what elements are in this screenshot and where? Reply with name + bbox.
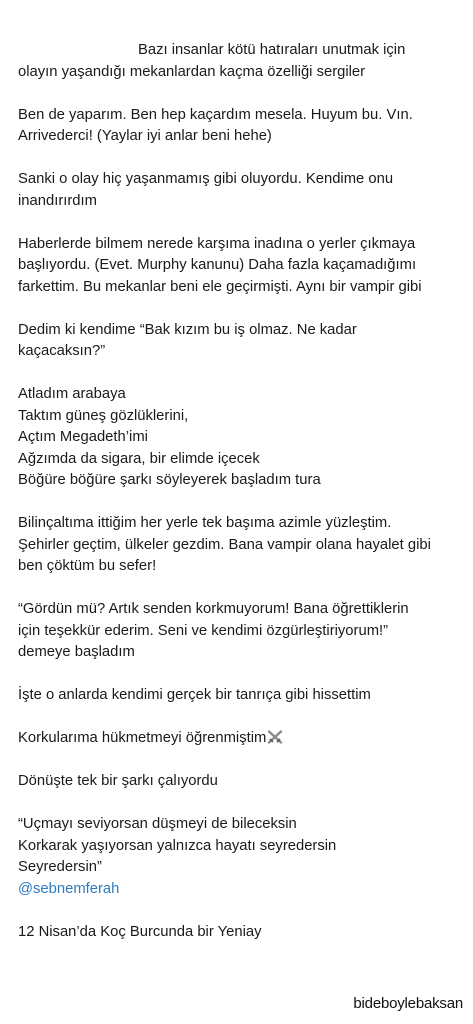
closing-line: 12 Nisan’da Koç Burcunda bir Yeniay (18, 923, 262, 940)
mention-line (18, 879, 458, 901)
paragraph: Dedim ki kendime “Bak kızım bu iş olmaz. Ne kadar kaçacaksın?” (18, 321, 357, 359)
paragraph: Ben de yaparım. Ben hep kaçardım mesela. Huyum bu. Vın. Arrivederci! (Yaylar iyi anlar beni hehe) (18, 106, 413, 144)
mention-link[interactable]: @sebnemferah (18, 880, 120, 897)
watermark: bideboylebaksan (353, 995, 463, 1012)
paragraph-text: Korkularıma hükmetmeyi öğrenmiştim (18, 730, 267, 746)
paragraph: Bazı insanlar kötü hatıraları unutmak için olayın yaşandığı mekanlardan kaçma özelliği sergiler (18, 42, 406, 80)
post-body (18, 40, 458, 943)
paragraph: Haberlerde bilmem nerede karşıma inadına o yerler çıkmaya başlıyordu. (Evet. Murphy kanunu) Daha fazla kaçamadığımı farkettim. Bu mekanlar beni ele geçirmişti. Aynı bir vampir gibi (18, 235, 422, 295)
paragraph: “Gördün mü? Artık senden korkmuyorum! Bana öğrettiklerin için teşekkür ederim. Seni ve kendimi özgürleştiriyorum!” demeye başladım (18, 601, 409, 660)
paragraph: İşte o anlarda kendimi gerçek bir tanrıça gibi hissettim (18, 687, 371, 703)
lyrics-quote: “Uçmayı seviyorsan düşmeyi de bileceksin Korkarak yaşıyorsan yalnızca hayatı seyredersin Seyredersin” (18, 816, 337, 875)
paragraph-with-emoji (18, 728, 458, 750)
paragraph: Bilinçaltıma ittiğim her yerle tek başıma azimle yüzleştim. Şehirler geçtim, ülkeler gezdim. Bana vampir olana hayalet gibi ben çöktüm bu sefer! (18, 515, 431, 574)
crossed-swords-icon (267, 730, 283, 744)
paragraph: Atladım arabaya Taktım güneş gözlüklerini, Açtım Megadeth’imi Ağzımda da sigara, bir elimde içecek Böğüre böğüre şarkı söyleyerek başladım tura (18, 386, 321, 488)
paragraph: Sanki o olay hiç yaşanmamış gibi oluyordu. Kendime onu inandırırdım (18, 171, 394, 209)
paragraph: Dönüşte tek bir şarkı çalıyordu (18, 773, 218, 789)
